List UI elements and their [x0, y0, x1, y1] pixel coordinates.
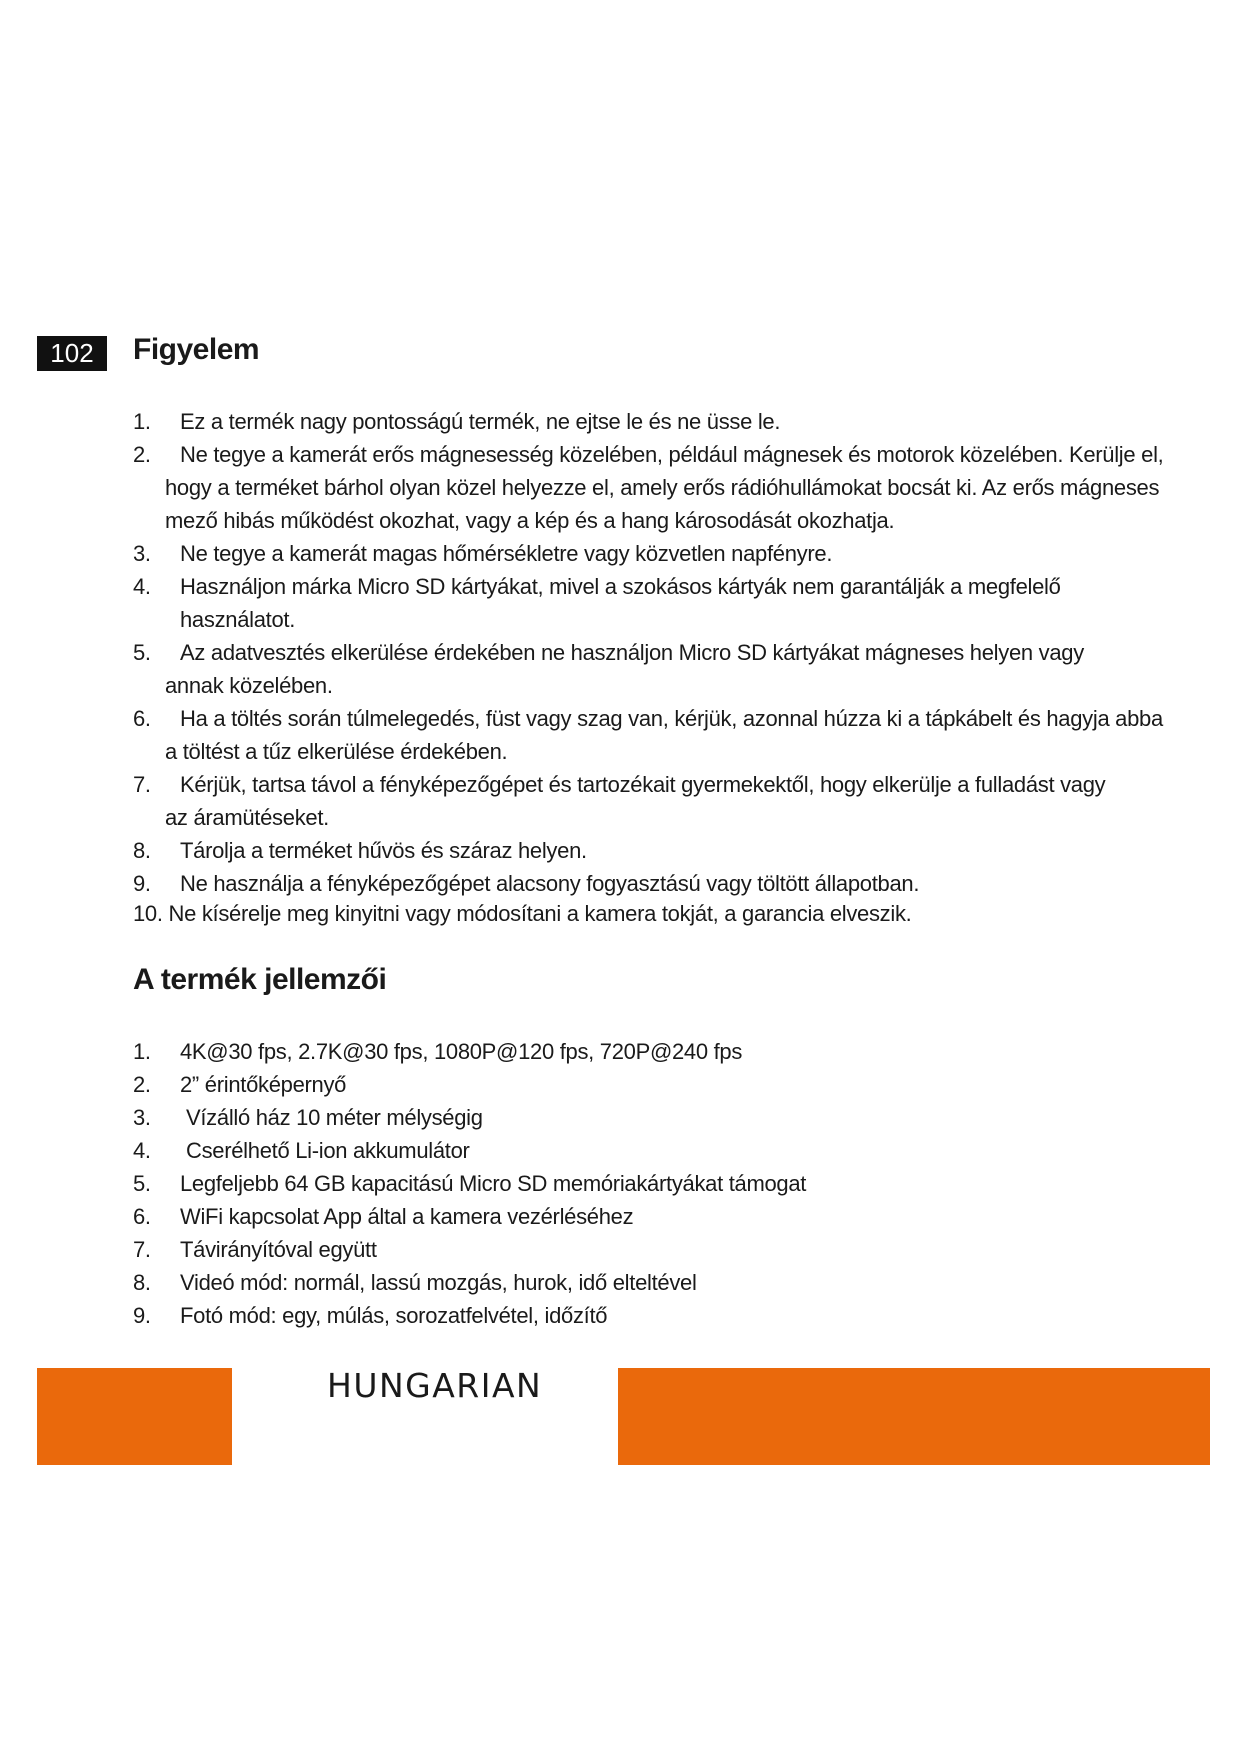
- list-item: [133, 1233, 1173, 1266]
- list-item-number: 2.: [133, 1072, 151, 1097]
- footer-language-label: HUNGARIAN: [327, 1366, 543, 1405]
- list-item-number: 5.: [133, 640, 151, 665]
- list-item-text: Kérjük, tartsa távol a fényképezőgépet és tartozékait gyermekektől, hogy elkerülje a fulladást vagy az áramütéseket.: [165, 772, 1106, 830]
- list-item: [133, 1266, 1173, 1299]
- page-number-badge: 102: [37, 336, 107, 371]
- list-item-text: 2” érintőképernyő: [180, 1072, 347, 1097]
- list-item: [133, 834, 1173, 867]
- list-item-number: 8.: [133, 838, 151, 863]
- list-item: [133, 702, 1173, 768]
- list-item-number: 5.: [133, 1171, 151, 1196]
- list-item: [133, 636, 1173, 702]
- list-item-text: Ne használja a fényképezőgépet alacsony fogyasztású vagy töltött állapotban.: [180, 871, 920, 896]
- list-item: [133, 1101, 1173, 1134]
- list-item-text: Ez a termék nagy pontosságú termék, ne ejtse le és ne üsse le.: [180, 409, 781, 434]
- list-item: [133, 1035, 1173, 1068]
- list-item-text: Legfeljebb 64 GB kapacitású Micro SD memóriakártyákat támogat: [180, 1171, 807, 1196]
- list-item: [133, 1299, 1173, 1332]
- list-item-text: Cserélhető Li-ion akkumulátor: [186, 1138, 470, 1163]
- list-item-text: Használjon márka Micro SD kártyákat, mivel a szokásos kártyák nem garantálják a megfelelő használatot.: [180, 574, 1061, 632]
- list-item-number: 1.: [133, 1039, 151, 1064]
- section-title-features: A termék jellemzői: [133, 963, 387, 996]
- list-item-text: Ne kísérelje meg kinyitni vagy módosítani a kamera tokját, a garancia elveszik.: [168, 901, 912, 926]
- footer-accent-bar-left: [37, 1368, 232, 1465]
- list-item-number: 2.: [133, 442, 151, 467]
- list-item-text: WiFi kapcsolat App által a kamera vezérléséhez: [180, 1204, 634, 1229]
- list-item-number: 10.: [133, 901, 163, 926]
- list-item-text: Ne tegye a kamerát erős mágnesesség közelében, például mágnesek és motorok közelében. Kerülje el, hogy a terméket bárhol olyan közel helyezze el, amely erős rádióhullámokat bocsát ki. Az erős mágneses mező hibás működést okozhat, vagy a kép és a hang károsodását okozhatja.: [165, 442, 1164, 533]
- list-item-text: 4K@30 fps, 2.7K@30 fps, 1080P@120 fps, 720P@240 fps: [180, 1039, 743, 1064]
- list-item-number: 4.: [133, 1138, 151, 1163]
- features-list: [133, 1035, 1173, 1332]
- list-item: [133, 768, 1173, 834]
- list-item-text: Távirányítóval együtt: [180, 1237, 377, 1262]
- list-item: [133, 1068, 1173, 1101]
- list-item-text: Fotó mód: egy, múlás, sorozatfelvétel, időzítő: [180, 1303, 608, 1328]
- list-item-number: 9.: [133, 1303, 151, 1328]
- list-item-number: 6.: [133, 706, 151, 731]
- list-item: [133, 1134, 1173, 1167]
- footer-accent-bar-right: [618, 1368, 1210, 1465]
- list-item-text: Ne tegye a kamerát magas hőmérsékletre vagy közvetlen napfényre.: [180, 541, 833, 566]
- list-item-number: 6.: [133, 1204, 151, 1229]
- list-item-number: 7.: [133, 772, 151, 797]
- list-item-number: 3.: [133, 541, 151, 566]
- list-item-text: Tárolja a terméket hűvös és száraz helyen.: [180, 838, 587, 863]
- list-item-text: Vízálló ház 10 méter mélységig: [186, 1105, 483, 1130]
- list-item-number: 1.: [133, 409, 151, 434]
- list-item: [133, 537, 1173, 570]
- list-item-text: Videó mód: normál, lassú mozgás, hurok, idő elteltével: [180, 1270, 697, 1295]
- list-item-number: 8.: [133, 1270, 151, 1295]
- list-item-number: 9.: [133, 871, 151, 896]
- list-item: [133, 405, 1173, 438]
- list-item-number: 3.: [133, 1105, 151, 1130]
- list-item-text: Ha a töltés során túlmelegedés, füst vagy szag van, kérjük, azonnal húzza ki a tápkábelt és hagyja abba a töltést a tűz elkerülése érdekében.: [165, 706, 1163, 764]
- list-item: [133, 1167, 1173, 1200]
- warning-list: [133, 405, 1173, 927]
- list-item: [133, 867, 1173, 900]
- section-title-figyelem: Figyelem: [133, 333, 260, 366]
- list-item: [133, 438, 1173, 537]
- list-item: [133, 570, 1173, 636]
- list-item: [133, 1200, 1173, 1233]
- list-item-text: Az adatvesztés elkerülése érdekében ne használjon Micro SD kártyákat mágneses helyen vagy annak közelében.: [165, 640, 1084, 698]
- list-item: [133, 900, 1173, 927]
- list-item-number: 7.: [133, 1237, 151, 1262]
- list-item-number: 4.: [133, 574, 151, 599]
